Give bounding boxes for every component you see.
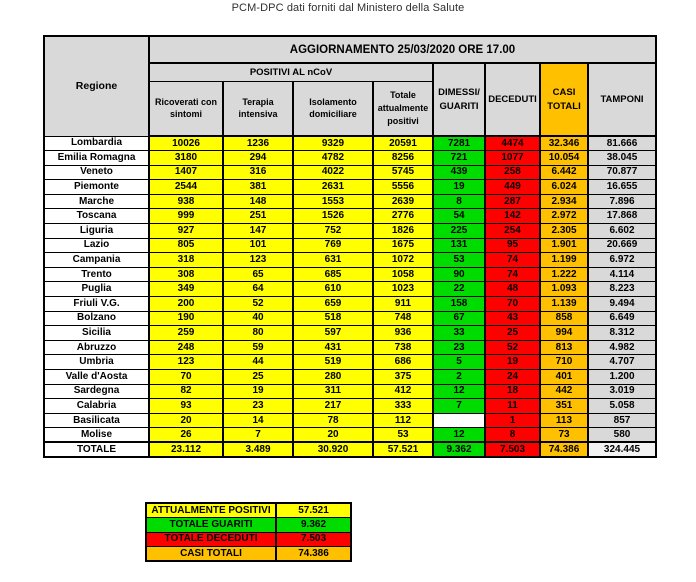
cell-dimessi-guariti	[433, 413, 485, 428]
cell-isolamento-domiciliare: 4782	[293, 151, 373, 166]
cell-totale-attualmente-positivi: 57.521	[373, 442, 433, 457]
cell-dimessi-guariti: 8	[433, 194, 485, 209]
cell-casi-totali: 710	[540, 355, 588, 370]
cell-ricoverati-con-sintomi: 20	[149, 413, 223, 428]
cell-deceduti: 287	[485, 194, 540, 209]
total-row	[44, 442, 656, 457]
region-cell: Valle d'Aosta	[44, 370, 149, 385]
cell-isolamento-domiciliare: 217	[293, 399, 373, 414]
table-row	[44, 340, 656, 355]
cell-terapia-intensiva: 123	[223, 253, 293, 268]
cell-casi-totali: 6.024	[540, 180, 588, 195]
region-cell: Trento	[44, 267, 149, 282]
cell-terapia-intensiva: 25	[223, 370, 293, 385]
col-header-casi-totali: CASI TOTALI	[540, 63, 588, 136]
cell-terapia-intensiva: 316	[223, 165, 293, 180]
cell-dimessi-guariti: 439	[433, 165, 485, 180]
region-cell: Emilia Romagna	[44, 151, 149, 166]
cell-tamponi: 4.707	[588, 355, 656, 370]
cell-terapia-intensiva: 294	[223, 151, 293, 166]
cell-dimessi-guariti: 12	[433, 428, 485, 443]
cell-casi-totali: 2.934	[540, 194, 588, 209]
table-row	[44, 326, 656, 341]
cell-isolamento-domiciliare: 752	[293, 224, 373, 239]
cell-dimessi-guariti: 22	[433, 282, 485, 297]
cell-terapia-intensiva: 251	[223, 209, 293, 224]
region-cell: Umbria	[44, 355, 149, 370]
col-group-positivi-ncov: POSITIVI AL nCoV	[149, 63, 433, 81]
summary-label: CASI TOTALI	[146, 547, 276, 562]
cell-deceduti: 1	[485, 413, 540, 428]
cell-terapia-intensiva: 80	[223, 326, 293, 341]
cell-ricoverati-con-sintomi: 2544	[149, 180, 223, 195]
cell-ricoverati-con-sintomi: 318	[149, 253, 223, 268]
region-cell: Calabria	[44, 399, 149, 414]
cell-deceduti: 52	[485, 340, 540, 355]
cell-deceduti: 254	[485, 224, 540, 239]
cell-terapia-intensiva: 64	[223, 282, 293, 297]
cell-isolamento-domiciliare: 311	[293, 384, 373, 399]
region-cell: Lazio	[44, 238, 149, 253]
table-body	[44, 136, 656, 457]
cell-deceduti: 25	[485, 326, 540, 341]
cell-deceduti: 11	[485, 399, 540, 414]
cell-tamponi: 20.669	[588, 238, 656, 253]
cell-isolamento-domiciliare: 1526	[293, 209, 373, 224]
summary-row	[146, 547, 351, 562]
cell-casi-totali: 442	[540, 384, 588, 399]
cell-ricoverati-con-sintomi: 248	[149, 340, 223, 355]
summary-value: 74.386	[276, 547, 351, 562]
cell-casi-totali: 1.093	[540, 282, 588, 297]
cell-casi-totali: 858	[540, 311, 588, 326]
cell-casi-totali: 2.972	[540, 209, 588, 224]
cell-deceduti: 74	[485, 253, 540, 268]
cell-dimessi-guariti: 12	[433, 384, 485, 399]
cell-ricoverati-con-sintomi: 999	[149, 209, 223, 224]
cell-isolamento-domiciliare: 631	[293, 253, 373, 268]
cell-casi-totali: 73	[540, 428, 588, 443]
cell-deceduti: 142	[485, 209, 540, 224]
header-row-title	[44, 36, 656, 63]
table-row	[44, 384, 656, 399]
summary-value: 9.362	[276, 518, 351, 533]
cell-casi-totali: 1.222	[540, 267, 588, 282]
cell-isolamento-domiciliare: 597	[293, 326, 373, 341]
cell-dimessi-guariti: 721	[433, 151, 485, 166]
region-cell: Veneto	[44, 165, 149, 180]
summary-row	[146, 503, 351, 518]
table-row	[44, 209, 656, 224]
summary-row	[146, 532, 351, 547]
cell-ricoverati-con-sintomi: 3180	[149, 151, 223, 166]
col-header-tamponi: TAMPONI	[588, 63, 656, 136]
cell-dimessi-guariti: 2	[433, 370, 485, 385]
region-cell: Campania	[44, 253, 149, 268]
cell-ricoverati-con-sintomi: 82	[149, 384, 223, 399]
cell-isolamento-domiciliare: 280	[293, 370, 373, 385]
cell-deceduti: 1077	[485, 151, 540, 166]
cell-isolamento-domiciliare: 2631	[293, 180, 373, 195]
cell-tamponi: 7.896	[588, 194, 656, 209]
cell-totale-attualmente-positivi: 738	[373, 340, 433, 355]
cell-totale-attualmente-positivi: 686	[373, 355, 433, 370]
cell-totale-attualmente-positivi: 1675	[373, 238, 433, 253]
table-row	[44, 428, 656, 443]
cell-deceduti: 258	[485, 165, 540, 180]
col-header-dimessi-guariti: DIMESSI/ GUARITI	[433, 63, 485, 136]
cell-casi-totali: 74.386	[540, 442, 588, 457]
cell-ricoverati-con-sintomi: 10026	[149, 136, 223, 151]
cell-isolamento-domiciliare: 769	[293, 238, 373, 253]
cell-casi-totali: 1.199	[540, 253, 588, 268]
region-cell: Molise	[44, 428, 149, 443]
summary-value: 57.521	[276, 503, 351, 518]
cell-terapia-intensiva: 19	[223, 384, 293, 399]
region-cell: Marche	[44, 194, 149, 209]
cell-totale-attualmente-positivi: 8256	[373, 151, 433, 166]
total-label-cell: TOTALE	[44, 442, 149, 457]
cell-totale-attualmente-positivi: 5556	[373, 180, 433, 195]
cell-isolamento-domiciliare: 78	[293, 413, 373, 428]
cell-dimessi-guariti: 131	[433, 238, 485, 253]
cell-terapia-intensiva: 101	[223, 238, 293, 253]
cell-tamponi: 16.655	[588, 180, 656, 195]
cell-isolamento-domiciliare: 4022	[293, 165, 373, 180]
cell-totale-attualmente-positivi: 911	[373, 297, 433, 312]
region-cell: Friuli V.G.	[44, 297, 149, 312]
summary-label: TOTALE DECEDUTI	[146, 532, 276, 547]
cell-ricoverati-con-sintomi: 938	[149, 194, 223, 209]
cell-totale-attualmente-positivi: 1826	[373, 224, 433, 239]
cell-dimessi-guariti: 67	[433, 311, 485, 326]
region-cell: Sardegna	[44, 384, 149, 399]
cell-dimessi-guariti: 5	[433, 355, 485, 370]
cell-tamponi: 1.200	[588, 370, 656, 385]
cell-casi-totali: 813	[540, 340, 588, 355]
cell-totale-attualmente-positivi: 1023	[373, 282, 433, 297]
cell-tamponi: 3.019	[588, 384, 656, 399]
cell-tamponi: 70.877	[588, 165, 656, 180]
cell-ricoverati-con-sintomi: 349	[149, 282, 223, 297]
table-row	[44, 253, 656, 268]
cell-tamponi: 857	[588, 413, 656, 428]
cell-terapia-intensiva: 7	[223, 428, 293, 443]
col-header-ricoverati-con-sintomi: Ricoverati con sintomi	[149, 81, 223, 136]
cell-isolamento-domiciliare: 685	[293, 267, 373, 282]
cell-deceduti: 74	[485, 267, 540, 282]
cell-tamponi: 8.223	[588, 282, 656, 297]
cell-terapia-intensiva: 148	[223, 194, 293, 209]
cell-deceduti: 95	[485, 238, 540, 253]
region-cell: Bolzano	[44, 311, 149, 326]
cell-isolamento-domiciliare: 610	[293, 282, 373, 297]
cell-dimessi-guariti: 7281	[433, 136, 485, 151]
table-row	[44, 399, 656, 414]
cell-ricoverati-con-sintomi: 190	[149, 311, 223, 326]
cell-casi-totali: 113	[540, 413, 588, 428]
cell-casi-totali: 401	[540, 370, 588, 385]
table-row	[44, 370, 656, 385]
region-cell: Lombardia	[44, 136, 149, 151]
cell-isolamento-domiciliare: 659	[293, 297, 373, 312]
cell-isolamento-domiciliare: 9329	[293, 136, 373, 151]
region-cell: Abruzzo	[44, 340, 149, 355]
cell-ricoverati-con-sintomi: 26	[149, 428, 223, 443]
cell-totale-attualmente-positivi: 112	[373, 413, 433, 428]
table-row	[44, 136, 656, 151]
cell-deceduti: 7.503	[485, 442, 540, 457]
cell-dimessi-guariti: 225	[433, 224, 485, 239]
cell-terapia-intensiva: 44	[223, 355, 293, 370]
cell-terapia-intensiva: 1236	[223, 136, 293, 151]
table-row	[44, 194, 656, 209]
cell-ricoverati-con-sintomi: 200	[149, 297, 223, 312]
region-cell: Liguria	[44, 224, 149, 239]
cell-tamponi: 17.868	[588, 209, 656, 224]
cell-terapia-intensiva: 381	[223, 180, 293, 195]
cell-isolamento-domiciliare: 30.920	[293, 442, 373, 457]
cell-totale-attualmente-positivi: 2776	[373, 209, 433, 224]
col-header-totale-attualmente-positivi: Totale attualmente positivi	[373, 81, 433, 136]
table-row	[44, 165, 656, 180]
cell-totale-attualmente-positivi: 412	[373, 384, 433, 399]
cell-deceduti: 70	[485, 297, 540, 312]
table-row	[44, 297, 656, 312]
table-row	[44, 151, 656, 166]
table-row	[44, 224, 656, 239]
cell-totale-attualmente-positivi: 333	[373, 399, 433, 414]
table-row	[44, 282, 656, 297]
summary-label: ATTUALMENTE POSITIVI	[146, 503, 276, 518]
page-title: PCM-DPC dati forniti dal Ministero della Salute	[231, 2, 465, 14]
cell-casi-totali: 994	[540, 326, 588, 341]
table-row	[44, 267, 656, 282]
col-header-terapia-intensiva: Terapia intensiva	[223, 81, 293, 136]
cell-isolamento-domiciliare: 518	[293, 311, 373, 326]
summary-table	[145, 502, 352, 562]
summary-row	[146, 518, 351, 533]
cell-dimessi-guariti: 9.362	[433, 442, 485, 457]
cell-dimessi-guariti: 7	[433, 399, 485, 414]
cell-totale-attualmente-positivi: 1072	[373, 253, 433, 268]
cell-tamponi: 6.602	[588, 224, 656, 239]
table-row	[44, 180, 656, 195]
cell-ricoverati-con-sintomi: 123	[149, 355, 223, 370]
cell-casi-totali: 32.346	[540, 136, 588, 151]
cell-terapia-intensiva: 52	[223, 297, 293, 312]
cell-totale-attualmente-positivi: 5745	[373, 165, 433, 180]
cell-isolamento-domiciliare: 1553	[293, 194, 373, 209]
cell-casi-totali: 1.139	[540, 297, 588, 312]
cell-casi-totali: 351	[540, 399, 588, 414]
cell-casi-totali: 2.305	[540, 224, 588, 239]
cell-deceduti: 24	[485, 370, 540, 385]
cell-terapia-intensiva: 59	[223, 340, 293, 355]
summary-value: 7.503	[276, 532, 351, 547]
cell-tamponi: 4.982	[588, 340, 656, 355]
cell-ricoverati-con-sintomi: 308	[149, 267, 223, 282]
table-row	[44, 355, 656, 370]
cell-dimessi-guariti: 23	[433, 340, 485, 355]
cell-isolamento-domiciliare: 519	[293, 355, 373, 370]
cell-totale-attualmente-positivi: 1058	[373, 267, 433, 282]
cell-tamponi: 6.649	[588, 311, 656, 326]
cell-totale-attualmente-positivi: 2639	[373, 194, 433, 209]
cell-terapia-intensiva: 147	[223, 224, 293, 239]
cell-deceduti: 48	[485, 282, 540, 297]
cell-dimessi-guariti: 54	[433, 209, 485, 224]
cell-dimessi-guariti: 158	[433, 297, 485, 312]
table-row	[44, 413, 656, 428]
cell-dimessi-guariti: 53	[433, 253, 485, 268]
cell-dimessi-guariti: 19	[433, 180, 485, 195]
region-cell: Piemonte	[44, 180, 149, 195]
cell-totale-attualmente-positivi: 20591	[373, 136, 433, 151]
cell-deceduti: 43	[485, 311, 540, 326]
cell-tamponi: 81.666	[588, 136, 656, 151]
cell-totale-attualmente-positivi: 375	[373, 370, 433, 385]
cell-totale-attualmente-positivi: 936	[373, 326, 433, 341]
cell-terapia-intensiva: 14	[223, 413, 293, 428]
cell-tamponi: 6.972	[588, 253, 656, 268]
cell-tamponi: 8.312	[588, 326, 656, 341]
col-header-isolamento-domiciliare: Isolamento domiciliare	[293, 81, 373, 136]
cell-tamponi: 5.058	[588, 399, 656, 414]
covid-data-table	[43, 35, 657, 458]
summary-body	[146, 503, 351, 561]
region-cell: Basilicata	[44, 413, 149, 428]
cell-ricoverati-con-sintomi: 23.112	[149, 442, 223, 457]
cell-casi-totali: 10.054	[540, 151, 588, 166]
col-header-regione: Regione	[44, 36, 149, 136]
cell-ricoverati-con-sintomi: 93	[149, 399, 223, 414]
cell-tamponi: 9.494	[588, 297, 656, 312]
region-cell: Puglia	[44, 282, 149, 297]
cell-tamponi: 38.045	[588, 151, 656, 166]
cell-dimessi-guariti: 90	[433, 267, 485, 282]
cell-totale-attualmente-positivi: 748	[373, 311, 433, 326]
cell-deceduti: 8	[485, 428, 540, 443]
cell-ricoverati-con-sintomi: 927	[149, 224, 223, 239]
cell-terapia-intensiva: 40	[223, 311, 293, 326]
cell-deceduti: 4474	[485, 136, 540, 151]
cell-tamponi: 324.445	[588, 442, 656, 457]
col-header-deceduti: DECEDUTI	[485, 63, 540, 136]
region-cell: Sicilia	[44, 326, 149, 341]
cell-isolamento-domiciliare: 431	[293, 340, 373, 355]
cell-totale-attualmente-positivi: 53	[373, 428, 433, 443]
cell-terapia-intensiva: 65	[223, 267, 293, 282]
cell-ricoverati-con-sintomi: 259	[149, 326, 223, 341]
cell-deceduti: 18	[485, 384, 540, 399]
cell-ricoverati-con-sintomi: 70	[149, 370, 223, 385]
table-row	[44, 311, 656, 326]
cell-ricoverati-con-sintomi: 805	[149, 238, 223, 253]
cell-tamponi: 4.114	[588, 267, 656, 282]
cell-deceduti: 19	[485, 355, 540, 370]
cell-deceduti: 449	[485, 180, 540, 195]
cell-isolamento-domiciliare: 20	[293, 428, 373, 443]
cell-terapia-intensiva: 23	[223, 399, 293, 414]
region-cell: Toscana	[44, 209, 149, 224]
cell-casi-totali: 1.901	[540, 238, 588, 253]
table-row	[44, 238, 656, 253]
summary-label: TOTALE GUARITI	[146, 518, 276, 533]
cell-terapia-intensiva: 3.489	[223, 442, 293, 457]
cell-tamponi: 580	[588, 428, 656, 443]
cell-casi-totali: 6.442	[540, 165, 588, 180]
cell-dimessi-guariti: 33	[433, 326, 485, 341]
update-header: AGGIORNAMENTO 25/03/2020 ORE 17.00	[149, 36, 656, 63]
cell-ricoverati-con-sintomi: 1407	[149, 165, 223, 180]
